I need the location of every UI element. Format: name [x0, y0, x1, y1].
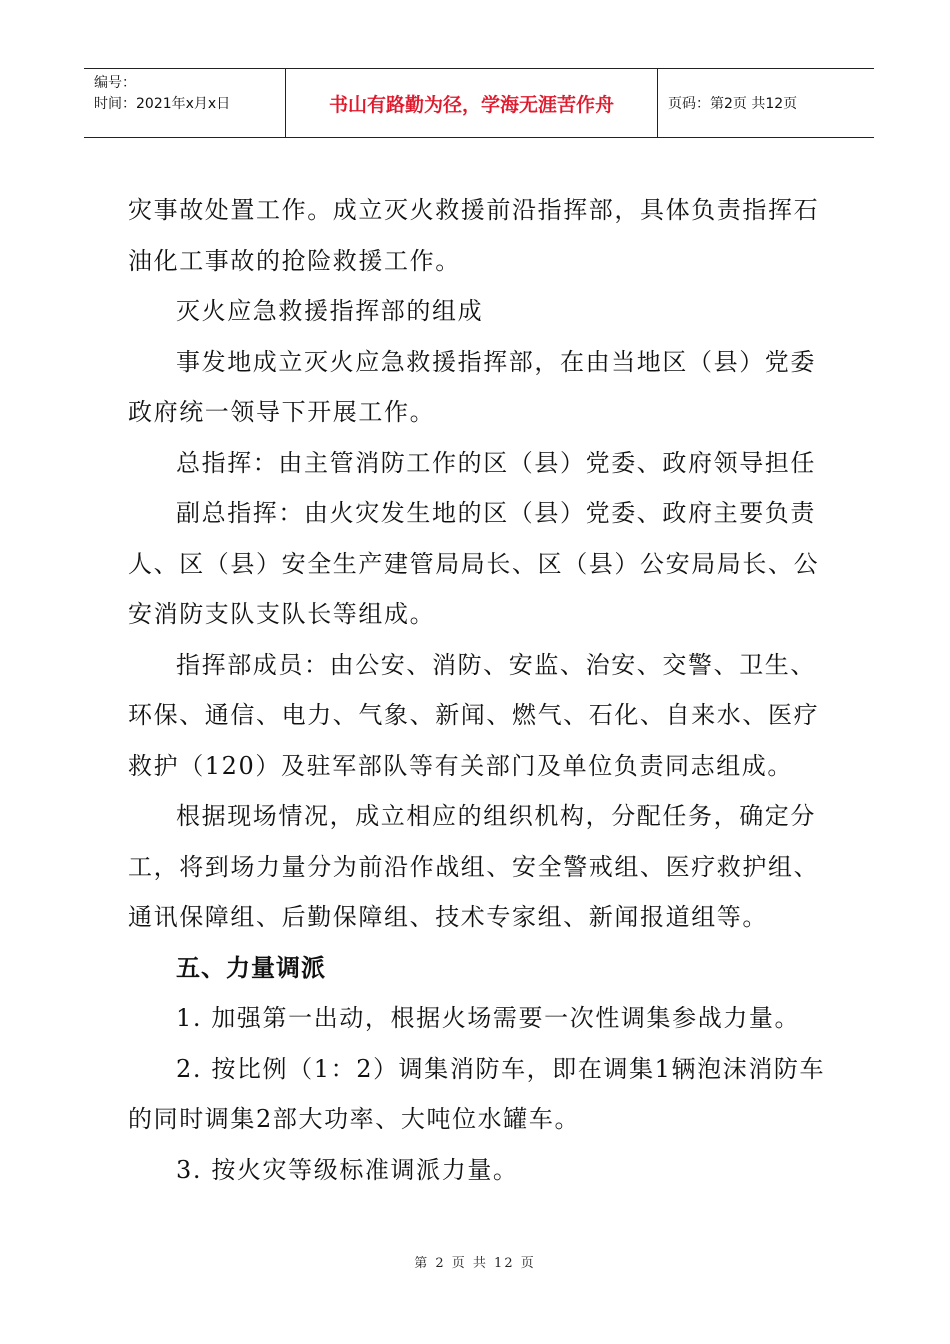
header-meta	[84, 69, 286, 137]
list-item: 3. 按火灾等级标准调派力量。	[176, 1155, 519, 1184]
list-item: 1. 加强第一出动，根据火场需要一次性调集参战力量。	[176, 1004, 801, 1032]
paragraph: 副总指挥：由火灾发生地的区（县）党委、政府主要负责人、区（县）安全生产建管局局长、区（县）公安局局长、公安消防支队支队长等组成。	[128, 499, 820, 628]
page-footer: 第 2 页 共 12 页	[414, 1256, 536, 1271]
paragraph: 总指挥：由主管消防工作的区（县）党委、政府领导担任	[176, 448, 816, 477]
section-heading: 五、力量调派	[176, 953, 326, 982]
document-time: 时间：2021年x月x日	[94, 96, 231, 112]
header-page-info: 页码：第2页 共12页	[668, 96, 798, 112]
paragraph: 事发地成立灭火应急救援指挥部，在由当地区（县）党委政府统一领导下开展工作。	[128, 347, 816, 426]
paragraph: 指挥部成员：由公安、消防、安监、治安、交警、卫生、环保、通信、电力、气象、新闻、燃气、石化、自来水、医疗救护（120）及驻军部队等有关部门及单位负责同志组成。	[128, 650, 820, 780]
paragraph: 根据现场情况，成立相应的组织机构，分配任务，确定分工，将到场力量分为前沿作战组、安全警戒组、医疗救护组、通讯保障组、后勤保障组、技术专家组、新闻报道组等。	[128, 802, 820, 931]
document-body	[128, 185, 840, 1195]
list-item: 2. 按比例（1：2）调集消防车，即在调集1辆泡沫消防车的同时调集2部大功率、大吨位水罐车。	[128, 1054, 826, 1133]
section-subtitle: 灭火应急救援指挥部的组成	[176, 297, 484, 325]
page-header	[84, 68, 874, 138]
document-number-label: 编号：	[94, 75, 136, 91]
paragraph-continuation: 灾事故处置工作。成立灭火救援前沿指挥部，具体负责指挥石油化工事故的抢险救援工作。	[128, 196, 820, 275]
header-motto: 书山有路勤为径，学海无涯苦作舟	[286, 69, 658, 137]
